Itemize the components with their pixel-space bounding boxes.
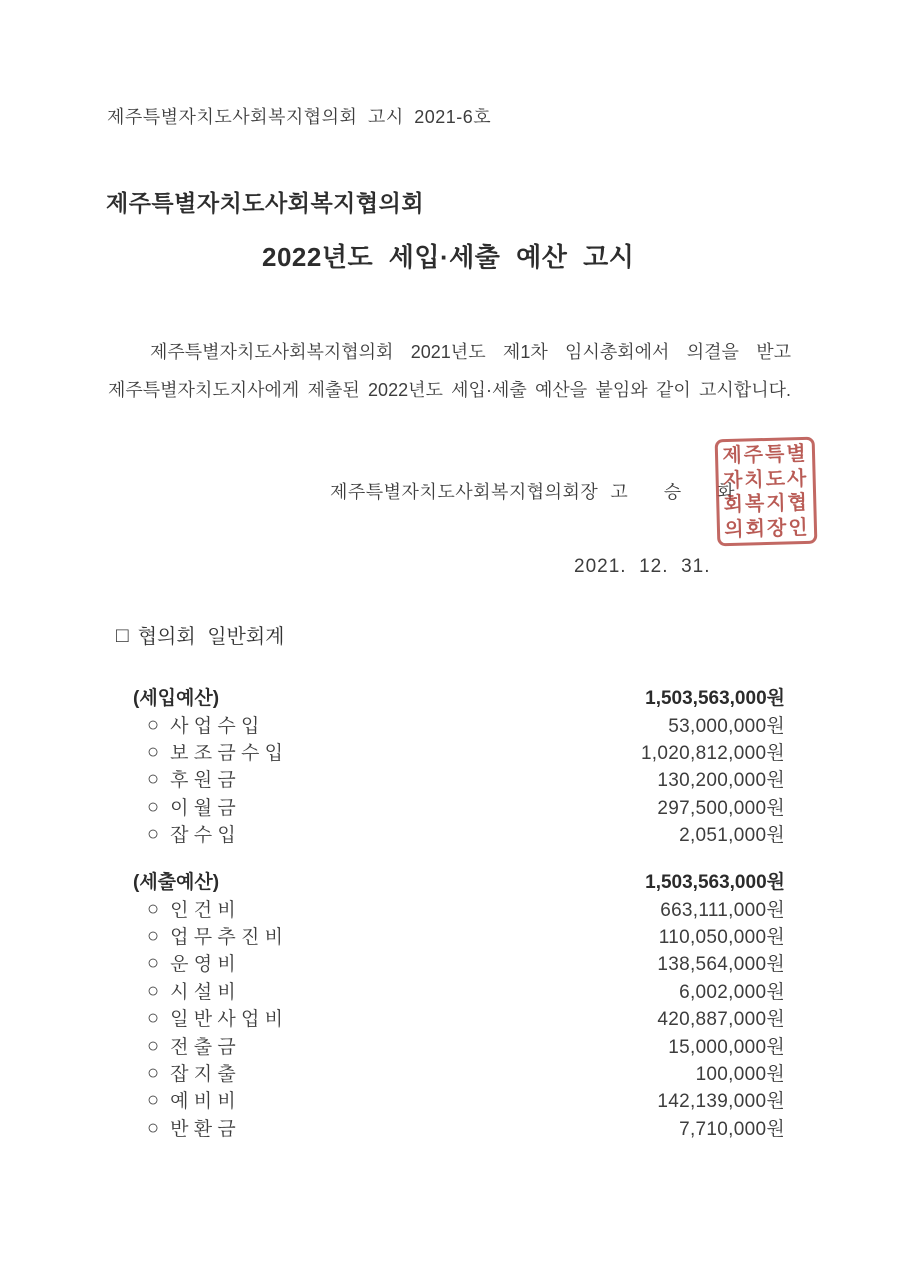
circle-bullet-icon: ○ <box>147 1089 160 1112</box>
budget-item-amount: 142,139,000원 <box>657 1091 785 1113</box>
budget-item-amount: 138,564,000원 <box>657 954 785 976</box>
body-line-2: 제주특별자치도지사에게 제출된 2022년도 세입·세출 예산을 붙임와 같이 고시합니다. <box>108 380 791 400</box>
budget-item-amount: 130,200,000원 <box>657 770 785 792</box>
notice-number: 제주특별자치도사회복지협의회 고시 2021-6호 <box>107 107 492 127</box>
income-budget-list <box>133 683 785 847</box>
square-bullet-icon: □ <box>116 624 129 647</box>
budget-row <box>133 1004 785 1031</box>
expense-header-row <box>133 867 785 894</box>
circle-bullet-icon: ○ <box>147 1034 160 1057</box>
budget-item-amount: 15,000,000원 <box>668 1036 785 1058</box>
budget-row <box>133 820 785 847</box>
signature-line <box>330 478 735 504</box>
seal-row: 제주특별 <box>722 442 808 468</box>
circle-bullet-icon: ○ <box>147 979 160 1002</box>
budget-item-amount: 420,887,000원 <box>657 1009 785 1031</box>
budget-item-label: 반 환 금 <box>170 1118 236 1140</box>
budget-item-label: 시 설 비 <box>170 981 236 1003</box>
circle-bullet-icon: ○ <box>147 713 160 736</box>
circle-bullet-icon: ○ <box>147 1061 160 1084</box>
budget-item-amount: 663,111,000원 <box>660 899 785 921</box>
expense-total-amount: 1,503,563,000원 <box>645 872 785 894</box>
budget-item-label: 잡 수 입 <box>170 825 236 847</box>
official-seal-stamp-icon <box>715 437 818 547</box>
circle-bullet-icon: ○ <box>147 1116 160 1139</box>
budget-item-amount: 2,051,000원 <box>679 825 785 847</box>
notice-date: 2021. 12. 31. <box>574 556 711 577</box>
budget-item-label: 잡 지 출 <box>170 1063 236 1085</box>
body-line-1: 제주특별자치도사회복지협의회 2021년도 제1차 임시총회에서 의결을 받고 <box>150 342 791 362</box>
budget-item-label: 보 조 금 수 입 <box>170 742 283 764</box>
budget-row <box>133 1086 785 1113</box>
expense-budget-list <box>133 867 785 1141</box>
budget-item-amount: 6,002,000원 <box>679 981 785 1003</box>
seal-row: 의회장인 <box>724 516 810 541</box>
signer-title: 제주특별자치도사회복지협의회장 <box>330 482 599 502</box>
budget-row <box>133 922 785 949</box>
signer-name: 고 승 화 <box>610 482 735 502</box>
budget-item-label: 사 업 수 입 <box>170 715 260 737</box>
notice-title: 2022년도 세입·세출 예산 고시 <box>262 242 635 272</box>
budget-row <box>133 894 785 921</box>
seal-row: 자치도사 <box>722 467 809 492</box>
circle-bullet-icon: ○ <box>147 924 160 947</box>
budget-item-amount: 7,710,000원 <box>679 1118 785 1140</box>
budget-item-label: 예 비 비 <box>170 1091 236 1113</box>
circle-bullet-icon: ○ <box>147 952 160 975</box>
budget-row <box>133 977 785 1004</box>
organization-title: 제주특별자치도사회복지협의회 <box>106 190 425 216</box>
budget-row <box>133 738 785 765</box>
section-heading <box>116 620 284 649</box>
income-total-amount: 1,503,563,000원 <box>645 688 785 710</box>
income-header-label: (세입예산) <box>133 688 220 710</box>
budget-item-amount: 110,050,000원 <box>658 926 785 948</box>
budget-item-label: 전 출 금 <box>170 1036 236 1058</box>
budget-item-label: 인 건 비 <box>170 899 236 921</box>
budget-row <box>133 949 785 976</box>
circle-bullet-icon: ○ <box>147 897 160 920</box>
budget-row <box>133 1031 785 1058</box>
circle-bullet-icon: ○ <box>147 768 160 791</box>
budget-item-label: 업 무 추 진 비 <box>170 926 283 948</box>
circle-bullet-icon: ○ <box>147 795 160 818</box>
budget-row <box>133 793 785 820</box>
circle-bullet-icon: ○ <box>147 823 160 846</box>
budget-item-label: 이 월 금 <box>170 797 236 819</box>
expense-header-label: (세출예산) <box>133 872 220 894</box>
budget-item-label: 운 영 비 <box>170 954 236 976</box>
budget-row <box>133 765 785 792</box>
circle-bullet-icon: ○ <box>147 740 160 763</box>
budget-item-amount: 100,000원 <box>695 1063 785 1085</box>
circle-bullet-icon: ○ <box>147 1007 160 1030</box>
budget-row <box>133 710 785 737</box>
budget-item-label: 일 반 사 업 비 <box>170 1009 283 1031</box>
income-header-row <box>133 683 785 710</box>
section-title: 협의회 일반회계 <box>137 626 285 648</box>
body-paragraph <box>108 333 791 409</box>
budget-item-amount: 1,020,812,000원 <box>640 742 785 764</box>
seal-row: 회복지협 <box>723 491 810 517</box>
budget-row <box>133 1059 785 1086</box>
budget-row <box>133 1114 785 1141</box>
budget-item-label: 후 원 금 <box>170 770 236 792</box>
budget-item-amount: 297,500,000원 <box>657 797 785 819</box>
budget-item-amount: 53,000,000원 <box>668 715 785 737</box>
